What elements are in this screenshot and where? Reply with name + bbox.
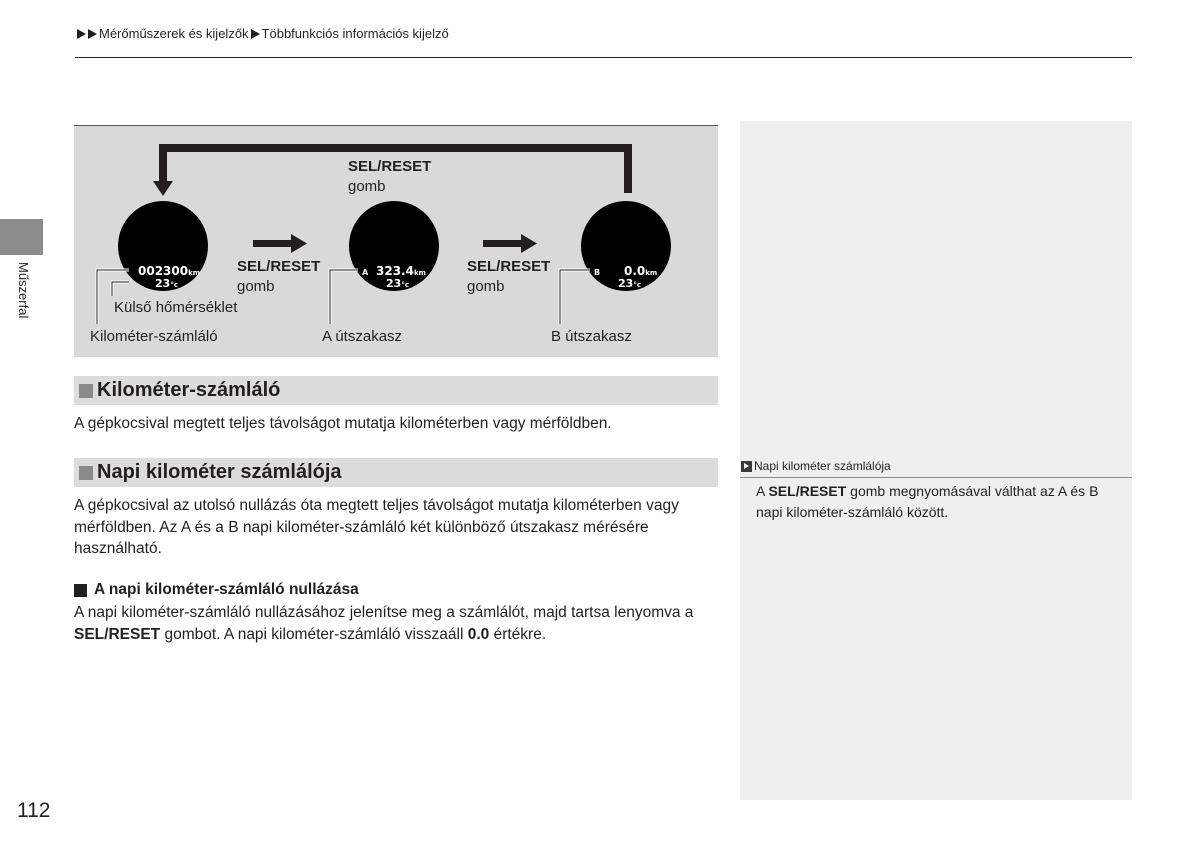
section-heading-odometer — [74, 376, 718, 405]
trip-a-dial-temp: 23°c — [386, 277, 409, 290]
odometer-dial-value: 002300km — [138, 264, 201, 278]
trip-a-leader-line — [330, 270, 358, 324]
callout-trip-a: A útszakasz — [322, 328, 403, 345]
subsection-body: A napi kilométer-számláló nullázásához jelenítse meg a számlálót, majd tartsa lenyomva a SEL/RESET gombot. A napi kilométer-számláló visszaáll 0.0 értékre. — [74, 604, 694, 643]
note-arrow-icon — [741, 461, 752, 472]
loop-arrow-head-icon — [153, 181, 173, 196]
subsection-heading — [74, 581, 359, 599]
breadcrumb-arrow-icon — [88, 29, 97, 39]
trip-a-dial-marker: A — [362, 268, 369, 277]
section-square-icon — [79, 466, 93, 480]
odometer-dial-temp: 23°c — [155, 277, 178, 290]
section-square-icon — [79, 384, 93, 398]
arrow2-button-label: SEL/RESET gomb — [467, 258, 551, 295]
arrow-right-icon — [521, 234, 537, 253]
note-divider — [740, 477, 1132, 478]
section-title: Kilométer-számláló — [97, 379, 281, 401]
page-number: 112 — [17, 799, 51, 822]
trip-b-leader-line — [560, 270, 590, 324]
trip-b-dial-value: 0.0km — [624, 264, 658, 278]
breadcrumb-item[interactable]: Többfunkciós információs kijelző — [261, 26, 449, 41]
section-heading-trip-meter — [74, 458, 718, 487]
breadcrumb — [77, 26, 449, 41]
side-tab-label-wrap — [13, 262, 33, 332]
section-title: Napi kilométer számlálója — [97, 461, 342, 483]
callout-outside-temp: Külső hőmérséklet — [114, 299, 238, 316]
trip-b-dial-temp: 23°c — [618, 277, 641, 290]
section-trip-meter-body: A gépkocsival az utolsó nullázás óta megtett teljes távolságot mutatja kilométerben vagy mérföldben. Az A és a B napi kilométer-számláló két különböző útszakasz mérésére használható. — [74, 497, 679, 557]
arrow-right-shaft — [253, 240, 293, 247]
callout-odometer: Kilométer-számláló — [90, 328, 218, 345]
header-divider — [75, 57, 1132, 58]
subsection-square-icon — [74, 584, 87, 597]
trip-b-dial-marker: B — [594, 268, 601, 277]
arrow1-button-label: SEL/RESET gomb — [237, 258, 321, 295]
arrow-right-shaft — [483, 240, 523, 247]
dial-figure — [74, 125, 718, 357]
subsection-title: A napi kilométer-számláló nullázása — [94, 581, 359, 598]
section-odometer-body: A gépkocsival megtett teljes távolságot mutatja kilométerben vagy mérföldben. — [74, 415, 612, 432]
note-heading-text[interactable]: Napi kilométer számlálója — [754, 459, 891, 473]
breadcrumb-arrow-icon — [251, 29, 260, 39]
outside-temp-leader-line — [112, 282, 129, 296]
side-tab-label: Műszerfal — [16, 262, 31, 319]
side-tab[interactable] — [0, 219, 43, 255]
arrow-right-icon — [291, 234, 307, 253]
note-heading — [741, 459, 891, 473]
callout-trip-b: B útszakasz — [551, 328, 632, 345]
top-button-label: SEL/RESET gomb — [348, 158, 432, 195]
note-body: A SEL/RESET gomb megnyomásával válthat az A és B napi kilométer-számláló között. — [756, 483, 1099, 520]
trip-a-dial-value: 323.4km — [376, 264, 426, 278]
breadcrumb-arrow-icon — [77, 29, 86, 39]
breadcrumb-item[interactable]: Mérőműszerek és kijelzők — [99, 26, 249, 41]
